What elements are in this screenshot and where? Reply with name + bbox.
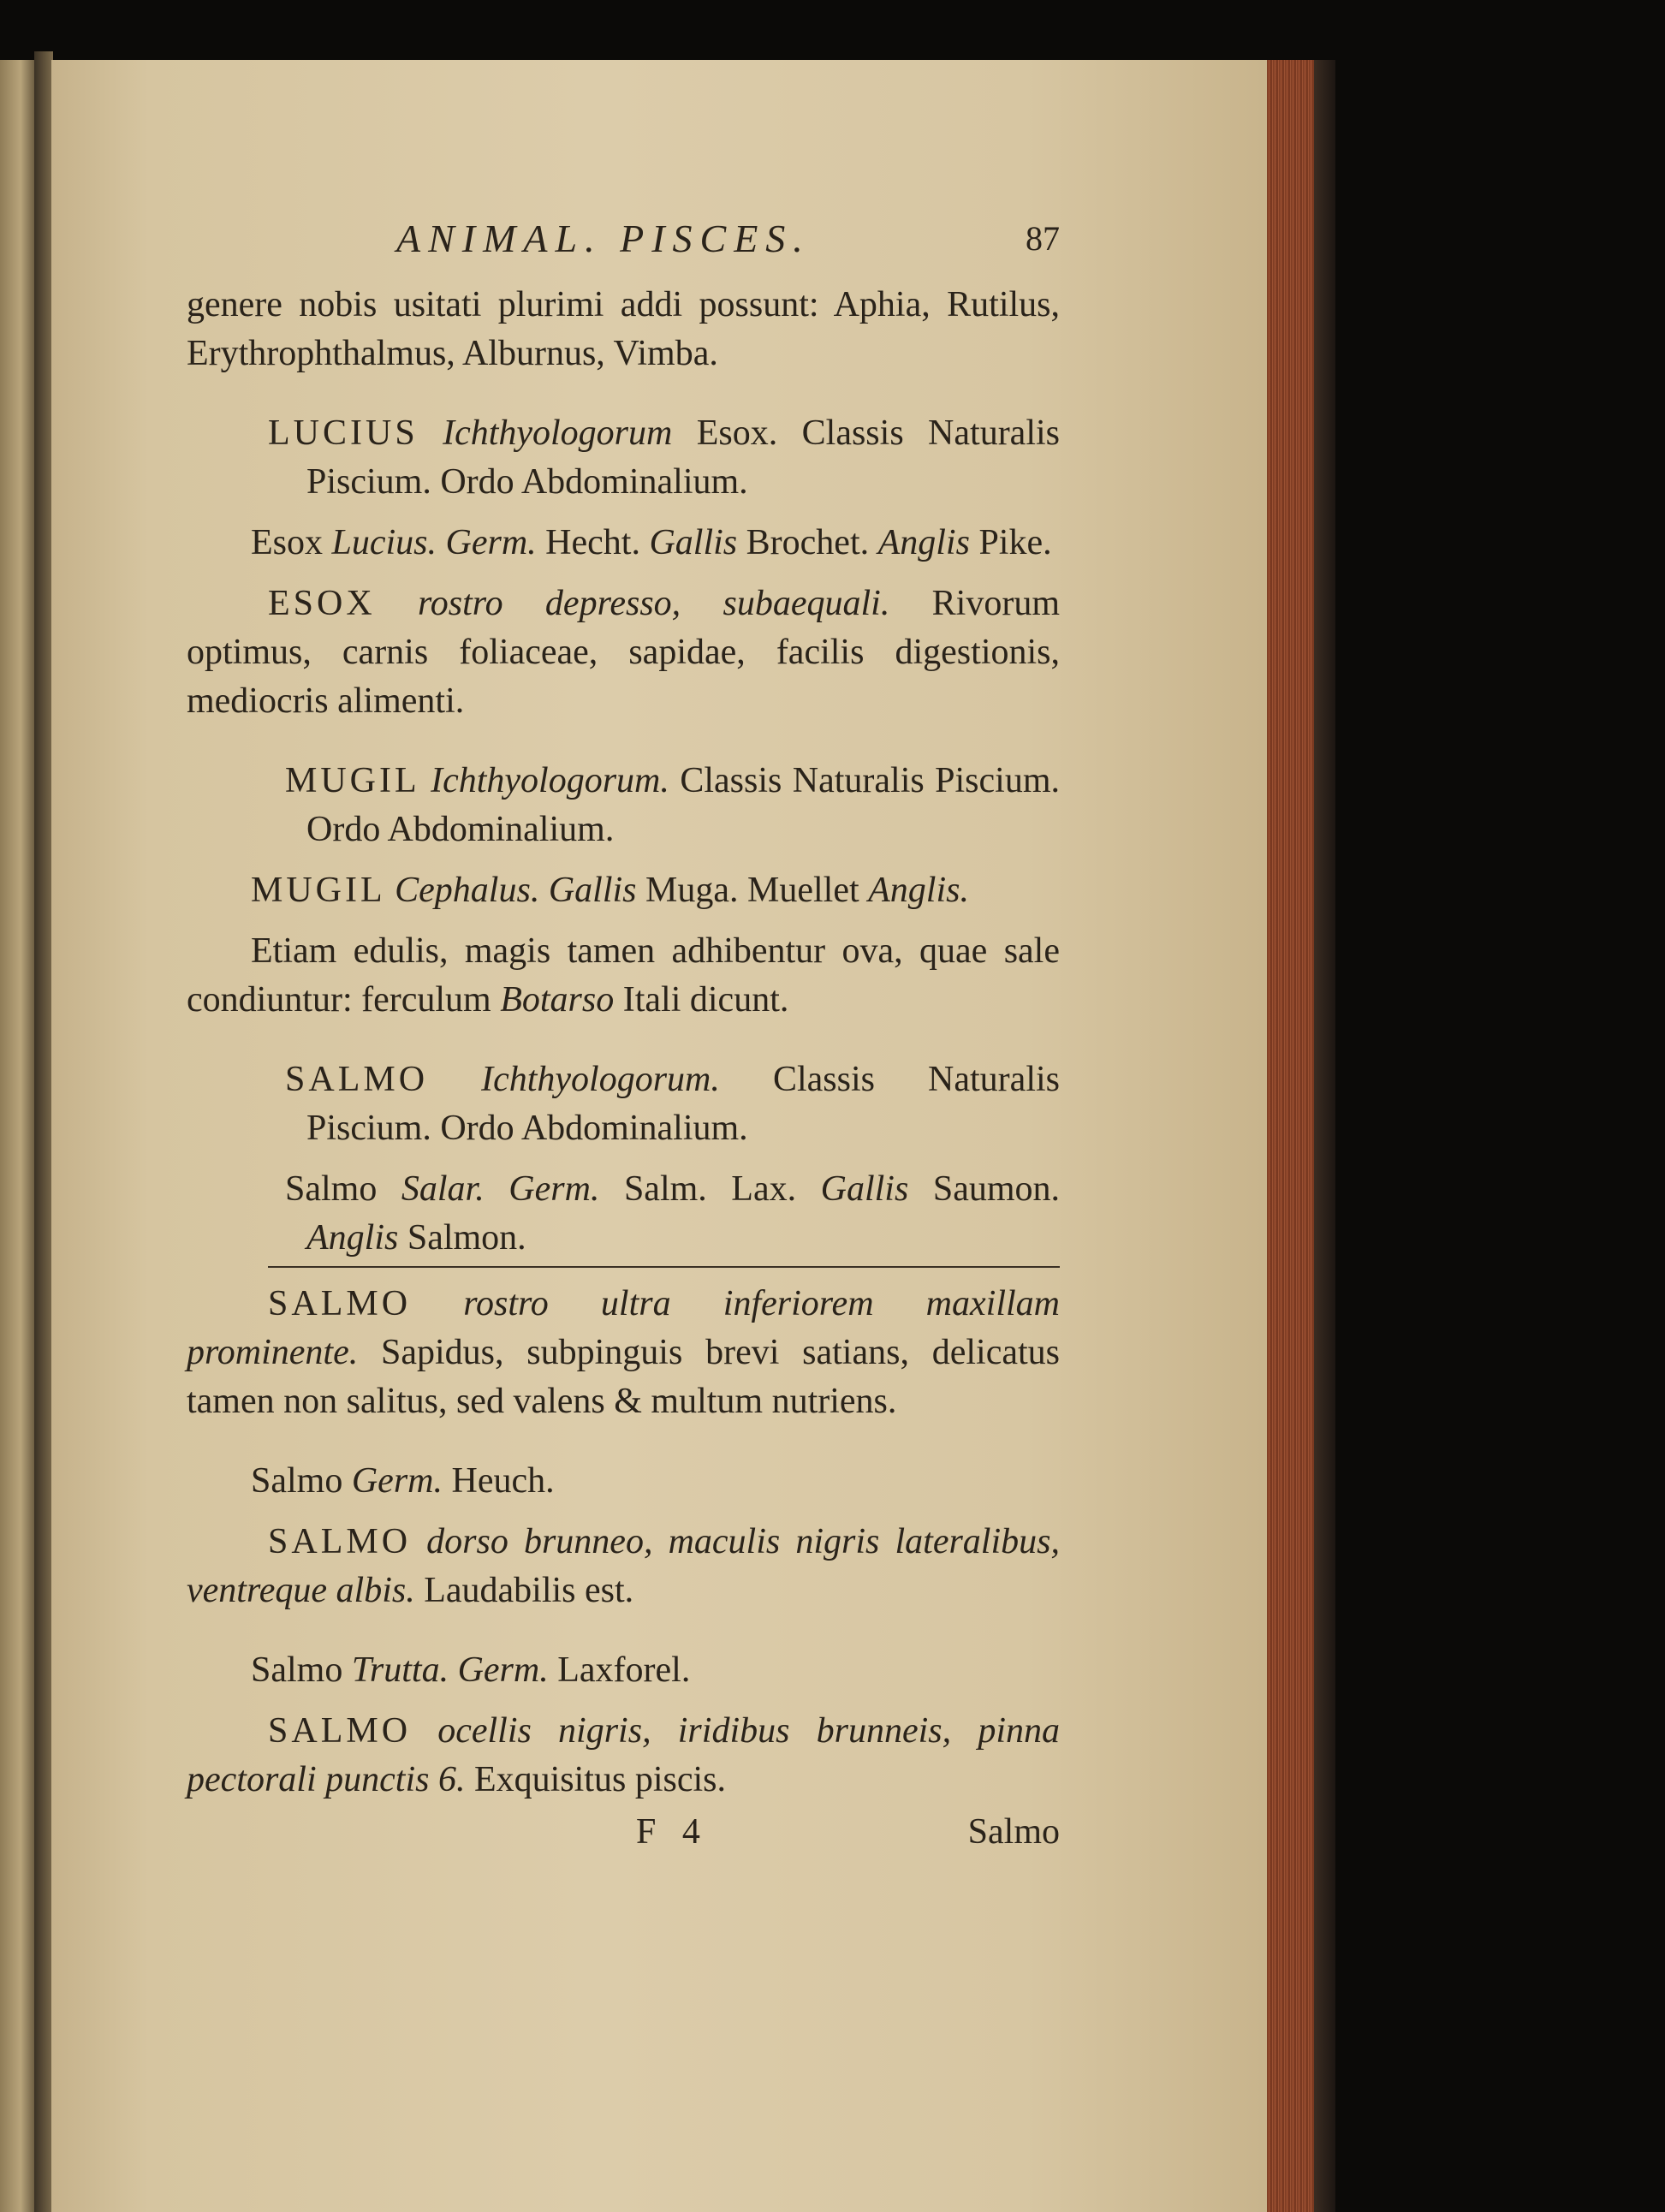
paragraph-salmo-ichthyologorum xyxy=(187,1055,1060,1153)
italic-run: Trutta. xyxy=(351,1650,449,1690)
entry-text: Laudabilis est. xyxy=(414,1571,634,1610)
text-run: Salmon. xyxy=(398,1218,526,1258)
paragraph-salmo-trutta xyxy=(187,1646,1060,1695)
italic-term: ocellis nigris, iridibus brunneis, pinna pectorali punctis 6. xyxy=(187,1711,1060,1799)
entry-name: SALMO xyxy=(268,1711,412,1751)
italic-run: Germ. xyxy=(508,1169,600,1209)
text-run: Brochet. xyxy=(737,523,878,562)
paragraph-esox-lucius xyxy=(187,519,1060,568)
paragraph-salmo-dorso xyxy=(187,1518,1060,1615)
text-run xyxy=(437,523,446,562)
entry-text: Rivorum optimus, carnis foliaceae, sapidae, facilis digestionis, mediocris alimenti. xyxy=(187,584,1061,721)
text-run xyxy=(449,1650,458,1690)
italic-run: Gallis xyxy=(649,523,738,562)
italic-run: Lucius. xyxy=(331,523,437,562)
paragraph-salmo-salar xyxy=(187,1165,1060,1263)
entry-text: Esox. Classis Naturalis Piscium. Ordo Abdominalium. xyxy=(306,413,1061,502)
gutter xyxy=(34,51,53,2212)
text-run: Laxforel. xyxy=(548,1650,691,1690)
paragraph-mugil-cephalus xyxy=(187,866,1060,915)
page-edges xyxy=(1267,60,1314,2212)
entry-name: SALMO xyxy=(268,1284,412,1323)
entry-name: ESOX xyxy=(268,584,376,623)
paragraph-1: genere nobis usitati plurimi addi possunt: Aphia, Rutilus, Erythrophthalmus, Alburnus, Vimba. xyxy=(187,285,1060,373)
italic-run: Cephalus. xyxy=(395,871,540,910)
entry-name: MUGIL xyxy=(285,761,420,800)
text-run: Salmo xyxy=(285,1169,401,1209)
text-run: Salm. Lax. xyxy=(599,1169,821,1209)
entry-text: Classis Naturalis Piscium. Ordo Abdominalium. xyxy=(306,1060,1060,1148)
italic-run: Anglis xyxy=(306,1218,399,1258)
text-run: Muga. Muellet xyxy=(636,871,869,910)
paragraph-esox xyxy=(187,580,1060,726)
paragraph-salmo-ocellis xyxy=(187,1707,1060,1805)
running-header xyxy=(187,214,1060,274)
italic-term: Ichthyologorum. xyxy=(431,761,669,800)
catchword: Salmo xyxy=(967,1812,1060,1852)
text-run: Pike. xyxy=(969,523,1052,562)
italic-run: Germ. xyxy=(457,1650,549,1690)
text-run xyxy=(539,871,549,910)
book-cover-board xyxy=(1314,60,1335,2212)
underline-rule xyxy=(268,1266,1060,1268)
text-run: Saumon. xyxy=(908,1169,1061,1209)
paragraph-salmo-heuch xyxy=(187,1457,1060,1506)
italic-term: Ichthyologorum xyxy=(443,413,673,453)
italic-run: Salar. xyxy=(401,1169,485,1209)
entry-name: SALMO xyxy=(285,1060,429,1099)
page-number: 87 xyxy=(1026,219,1060,258)
italic-term: Ichthyologorum. xyxy=(481,1060,720,1099)
italic-run: Germ. xyxy=(351,1461,443,1501)
text-run: Salmo xyxy=(251,1461,352,1501)
paragraph-etiam xyxy=(187,927,1060,1025)
entry-text: Classis Naturalis Piscium. Ordo Abdominalium. xyxy=(306,761,1060,849)
italic-run: Anglis xyxy=(877,523,970,562)
entry-text: Sapidus, subpinguis brevi satians, delicatus tamen non salitus, sed valens & multum nutriens. xyxy=(187,1333,1060,1421)
text-run: Heuch. xyxy=(443,1461,555,1501)
text-run: Esox xyxy=(251,523,332,562)
italic-term: dorso brunneo, maculis nigris lateralibus, ventreque albis. xyxy=(187,1522,1060,1610)
paragraph-mugil xyxy=(187,757,1060,854)
text-run xyxy=(485,1169,509,1209)
paragraph-salmo-rostro xyxy=(187,1280,1060,1426)
text-run: Itali dicunt. xyxy=(614,980,789,1020)
text-block xyxy=(187,214,1060,1857)
signature-mark: F 4 xyxy=(636,1812,709,1852)
entry-name: MUGIL xyxy=(251,871,386,910)
paragraph-lucius xyxy=(187,409,1060,507)
italic-run: Botarso xyxy=(500,980,615,1020)
entry-text: Exquisitus piscis. xyxy=(465,1760,726,1799)
page-footer xyxy=(187,1808,1060,1857)
italic-run: Gallis xyxy=(820,1169,909,1209)
text-run: Salmo xyxy=(251,1650,352,1690)
italic-term: rostro ultra inferiorem maxillam prominente. xyxy=(187,1284,1060,1372)
entry-name: LUCIUS xyxy=(268,413,419,453)
running-title: ANIMAL. PISCES. xyxy=(396,217,811,260)
entry-name: SALMO xyxy=(268,1522,412,1561)
italic-run: Germ. xyxy=(445,523,537,562)
text-run: Hecht. xyxy=(536,523,650,562)
left-page-edge xyxy=(0,60,34,2212)
italic-term: rostro depresso, subaequali. xyxy=(375,584,890,623)
text-run: Etiam edulis, magis tamen adhibentur ova, quae sale condiuntur: ferculum xyxy=(187,931,1060,1020)
italic-run: Anglis. xyxy=(868,871,969,910)
italic-run: Gallis xyxy=(548,871,637,910)
